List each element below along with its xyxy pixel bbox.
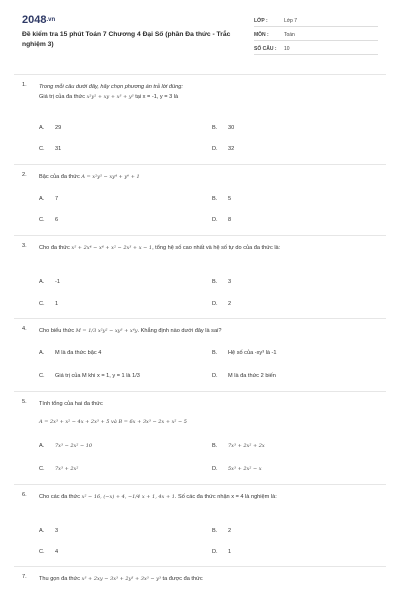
question-divider xyxy=(14,235,386,236)
question-number: 4. xyxy=(22,326,27,332)
question-text xyxy=(39,82,379,102)
question-divider xyxy=(14,484,386,485)
question-number: 3. xyxy=(22,243,27,249)
question-divider xyxy=(14,566,386,567)
meta-question-count xyxy=(254,44,378,55)
question-number: 5. xyxy=(22,399,27,405)
question-number: 7. xyxy=(22,574,27,580)
question-text xyxy=(39,492,379,502)
question-text xyxy=(39,326,379,336)
question-text xyxy=(39,399,379,427)
question-text-pre: Bậc của đa thức xyxy=(39,174,80,180)
question-text-post: . Khẳng định nào dưới đây là sai? xyxy=(137,328,222,334)
question-text xyxy=(39,243,379,253)
meta-subject-label: MÔN : xyxy=(254,32,269,38)
question-number: 2. xyxy=(22,172,27,178)
meta-class-value: Lớp 7 xyxy=(284,18,298,24)
question-formula: A = 2x³ + x² − 4x + 2x³ + 5 và B = 6x + 3x³ − 2x + x² − 5 xyxy=(39,419,187,425)
question-number: 1. xyxy=(22,82,27,88)
question-text-post: . Số các đa thức nhận x = 4 là nghiệm là: xyxy=(174,494,277,500)
question-formula: A = x²y⁵ − xy⁴ + y⁶ + 1 xyxy=(81,174,140,180)
logo-main: 2048 xyxy=(22,14,47,26)
question-divider xyxy=(14,164,386,165)
logo-suffix: .vn xyxy=(46,17,56,24)
question-text-pre: Cho đa thức xyxy=(39,245,70,251)
meta-class xyxy=(254,16,378,27)
instruction: Trong mỗi câu dưới đây, hãy chọn phương án trả lời đúng: xyxy=(39,84,183,90)
meta-class-label: LỚP : xyxy=(254,18,268,24)
question-text xyxy=(39,574,379,584)
question-text-pre: Cho biểu thức xyxy=(39,328,75,334)
header-divider xyxy=(14,74,386,75)
meta-count-value: 10 xyxy=(284,46,290,52)
site-logo[interactable] xyxy=(22,14,55,26)
question-number: 6. xyxy=(22,492,27,498)
page-title: Đề kiểm tra 15 phút Toán 7 Chương 4 Đại Số (phần Đa thức - Trắc nghiệm 3) xyxy=(22,31,231,48)
meta-count-label: SỐ CÂU : xyxy=(254,46,277,52)
question-formula: M = 1/3 x²y² − xy³ + x⁴y xyxy=(75,328,138,334)
question-text-pre: Cho các đa thức xyxy=(39,494,81,500)
question-text-pre: Giá trị của đa thức xyxy=(39,94,86,100)
question-text-post: , tổng hệ số cao nhất và hệ số tự do của đa thức là: xyxy=(152,245,281,251)
meta-subject xyxy=(254,30,378,41)
document-header xyxy=(0,0,400,72)
question-text-post: tại x = -1, y = 3 là xyxy=(135,94,179,100)
question-divider xyxy=(14,318,386,319)
question-text xyxy=(39,172,379,182)
question-formula: x⁵ + 2x⁴ − x⁴ + x² − 2x³ + x − 1 xyxy=(71,245,153,251)
question-text-main: Tính tổng của hai đa thức xyxy=(39,401,103,407)
question-formula: x³ + 2xy − 3x³ + 2y³ + 3x³ − y³ xyxy=(81,576,161,582)
meta-subject-value: Toán xyxy=(284,32,295,38)
question-formula: x² − 16, (−x) + 4, −1/4 x + 1, 4x + 1 xyxy=(81,494,175,500)
question-divider xyxy=(14,391,386,392)
question-formula: x²y² + xy + x³ + y³ xyxy=(86,94,134,100)
question-text-post: ta được đa thức xyxy=(162,576,203,582)
question-text-pre: Thu gọn đa thức xyxy=(39,576,81,582)
